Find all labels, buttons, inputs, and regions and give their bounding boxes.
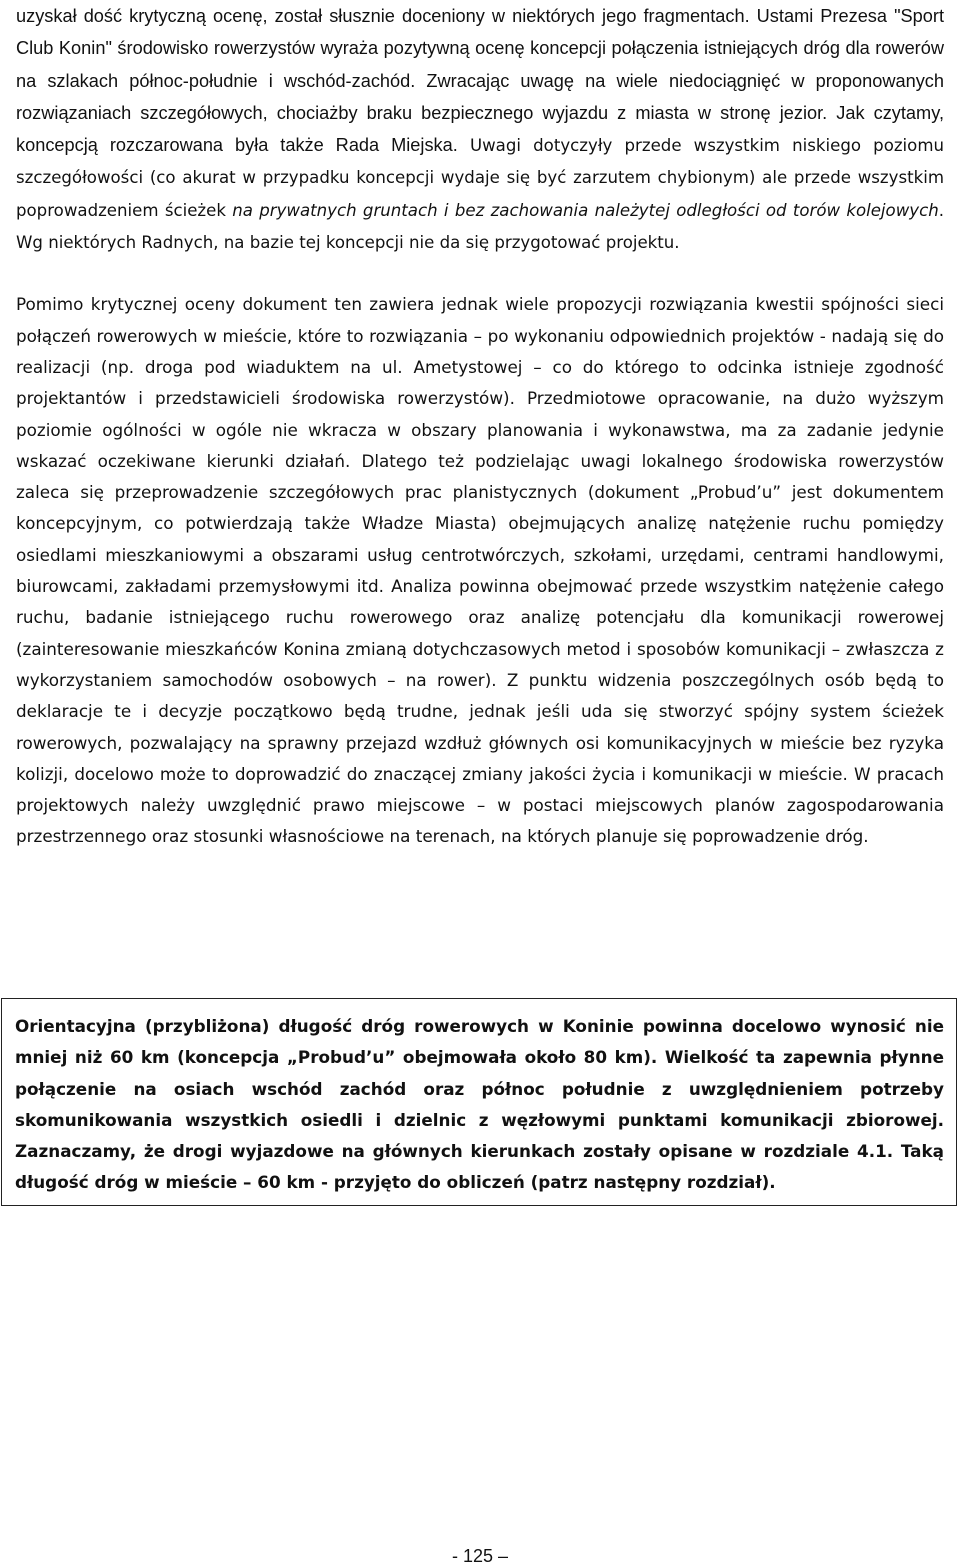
- boxed-note: Orientacyjna (przybliżona) długość dróg rowerowych w Koninie powinna docelowo wynosić nie mniej niż 60 km (koncepcja „Probud’u” obejmowała około 80 km). Wielkość ta zapewnia płynne połączenie na osiach wschód zachód oraz północ południe z uwzględnieniem potrzeby skomunikowania wszystkich osiedli i dzielnic z węzłowymi punktami komunikacji zbiorowej. Zaznaczamy, że drogi wyjazdowe na głównych kierunkach zostały opisane w rozdziale 4.1. Taką długość dróg w mieście – 60 km - przyjęto do obliczeń (patrz następny rozdział).: [15, 1016, 944, 1193]
- paragraph-1: [16, 0, 944, 258]
- paragraph-2: Pomimo krytycznej oceny dokument ten zawiera jednak wiele propozycji rozwiązania kwestii spójności sieci połączeń rowerowych w mieście, które to rozwiązania – po wykonaniu odpowiednich projektów - nadają się do realizacji (np. droga pod wiaduktem na ul. Ametystowej – co do którego to odcinka istnieje zgodność projektantów i przedstawicieli środowiska rowerzystów). Przedmiotowe opracowanie, na dużo wyższym poziomie ogólności w ogóle nie wkracza w obszary planowania i wykonawstwa, ma za zadanie jedynie wskazać oczekiwane kierunki działań. Dlatego też podzielając uwagi lokalnego środowiska rowerzystów zaleca się przeprowadzenie szczegółowych prac planistycznych (dokument „Probud’u” jest dokumentem koncepcyjnym, co potwierdzają także Władze Miasta) obejmujących analizę natężenie ruchu pomiędzy osiedlami mieszkaniowymi a obszarami usług centrotwórczych, szkołami, urzędami, centrami handlowymi, biurowcami, zakładami przemysłowymi itd. Analiza powinna obejmować przede wszystkim natężenie całego ruchu, badanie istniejącego ruchu rowerowego oraz analizę potencjału dla komunikacji rowerowej (zainteresowanie mieszkańców Konina zmianą dotychczasowych metod i sposobów komunikacji – zwłaszcza z wykorzystaniem samochodów osobowych – na rower). Z punktu widzenia poszczególnych osób będą to deklaracje te i decyzje początkowo będą trudne, jednak jeśli uda się stworzyć spójny system ścieżek rowerowych, pozwalający na sprawny przejazd wzdłuż głównych osi komunikacyjnych w mieście bez ryzyka kolizji, docelowo może to doprowadzić do znaczącej zmiany jakości życia i komunikacji w mieście. W pracach projektowych należy uwzględnić prawo miejscowe – w postaci miejscowych planów zagospodarowania przestrzennego oraz stosunki własnościowe na terenach, na których planuje się poprowadzenie dróg.: [16, 294, 944, 847]
- page-number: - 125 –: [451, 1546, 509, 1566]
- paragraph-1-part-b: Uwagi dotyczyły przede wszystkim niskiego poziomu szczegółowości (co akurat w przypadku koncepcji wydaje się być zarzutem chybionym) ale przede wszystkim poprowadzeniem ścieżek: [16, 136, 945, 220]
- paragraph-1-part-c: . Wg niektórych Radnych, na bazie tej koncepcji nie da się przygotować projektu.: [16, 200, 945, 253]
- paragraph-1-italic-phrase: na prywatnych gruntach i bez zachowania należytej odległości od torów kolejowych: [232, 200, 939, 220]
- paragraph-1-part-a: uzyskał dość krytyczną ocenę, został słusznie doceniony w niektórych jego fragmentach. Ustami Prezesa "Sport Club Konin" środowisko rowerzystów wyraża pozytywną ocenę koncepcji połączenia istniejących dróg dla rowerów na szlakach północ-południe i wschód-zachód. Zwracając uwagę na wiele niedociągnięć w proponowanych rozwiązaniach szczegółowych, chociażby braku bezpiecznego wyjazdu z miasta w stronę jezior. Jak czytamy, koncepcją rozczarowana była także Rada Miejska.: [16, 6, 944, 156]
- document-page: [16, 0, 944, 853]
